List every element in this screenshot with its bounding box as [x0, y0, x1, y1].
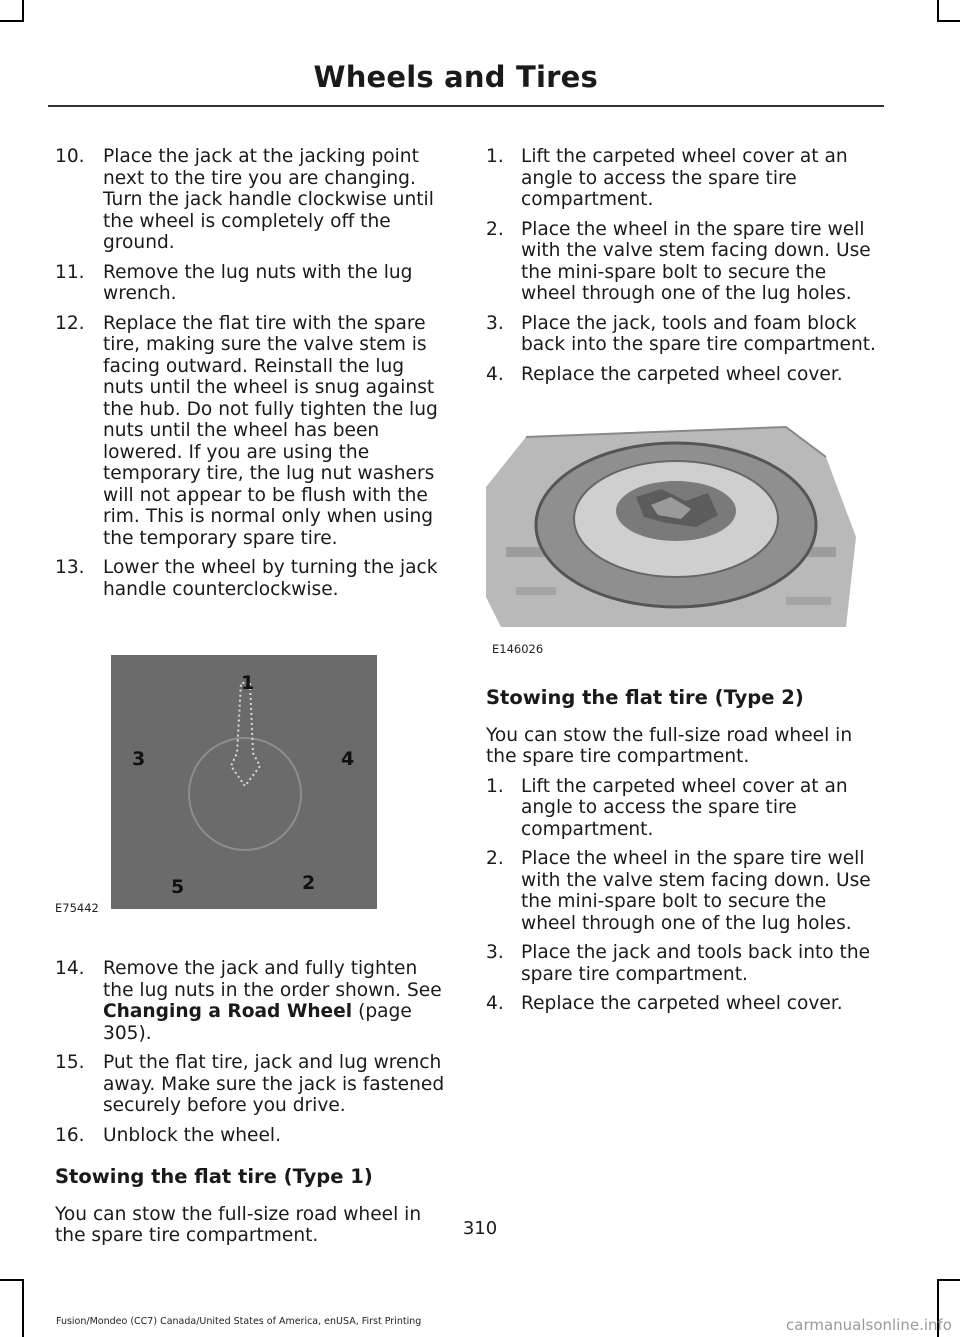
crop-mark — [937, 20, 960, 22]
item-number: 2. — [486, 848, 504, 869]
list-item — [55, 557, 450, 600]
lug-nut-sequence-diagram — [55, 618, 450, 938]
right-column — [486, 146, 881, 1023]
spare-tire-compartment-illustration — [486, 397, 881, 647]
item-text: Unblock the wheel. — [103, 1124, 282, 1146]
item-number: 12. — [55, 312, 85, 334]
crop-mark — [0, 1279, 24, 1281]
item-text: Remove the jack and fully tighten the lug nuts in the order shown. See — [103, 958, 442, 1001]
item-number: 2. — [486, 218, 504, 240]
item-number: 10. — [55, 146, 85, 167]
page-title: Wheels and Tires — [313, 60, 598, 94]
item-number: 1. — [486, 775, 504, 797]
list-item — [55, 313, 450, 550]
item-number: 4. — [486, 993, 504, 1014]
item-text: Remove the lug nuts with the lug wrench. — [103, 261, 413, 304]
list-item — [55, 1052, 450, 1117]
footer-text: Fusion/Mondeo (CC7) Canada/United States of America, enUSA, First Printing — [56, 1316, 422, 1327]
item-text: Place the jack, tools and foam block back into the spare tire compartment. — [521, 312, 876, 355]
list-item — [486, 146, 881, 211]
item-number: 1. — [486, 146, 504, 167]
figure-id: E146026 — [492, 642, 544, 656]
spare-tire-figure — [486, 397, 881, 667]
item-text: Place the wheel in the spare tire well with the valve stem facing down. Use the mini-spare bolt to secure the wheel through one of the lug holes. — [521, 848, 871, 934]
list-item — [486, 776, 881, 841]
left-column — [55, 146, 450, 1255]
list-item — [486, 313, 881, 356]
sequence-label-2: 2 — [302, 872, 316, 894]
item-number: 16. — [55, 1124, 85, 1146]
list-item — [486, 993, 881, 1015]
sequence-label-1: 1 — [241, 672, 255, 694]
list-item — [486, 942, 881, 985]
list-item — [55, 1125, 450, 1147]
item-number: 13. — [55, 557, 85, 578]
list-item — [55, 958, 450, 1044]
list-item — [486, 848, 881, 934]
crop-mark — [937, 0, 939, 20]
item-number: 3. — [486, 942, 504, 963]
item-text: Put the flat tire, jack and lug wrench away. Make sure the jack is fastened securely before you drive. — [103, 1052, 445, 1116]
cross-reference-link[interactable]: Changing a Road Wheel — [103, 1001, 353, 1022]
page-reference: (page 305). — [103, 1001, 412, 1044]
page-number: 310 — [462, 1218, 498, 1239]
sequence-label-3: 3 — [132, 748, 146, 770]
sequence-label-5: 5 — [171, 876, 185, 898]
crop-mark — [0, 20, 24, 22]
item-text: Replace the carpeted wheel cover. — [521, 993, 843, 1014]
item-number: 14. — [55, 958, 85, 979]
item-text: Replace the carpeted wheel cover. — [521, 363, 843, 385]
item-number: 15. — [55, 1052, 85, 1073]
sequence-label-4: 4 — [341, 748, 355, 770]
header-divider — [48, 105, 884, 107]
section-heading: Stowing the flat tire (Type 1) — [55, 1165, 373, 1188]
item-text: Replace the flat tire with the spare tire, making sure the valve stem is facing outward. Reinstall the lug nuts until the wheel is snug against the hub. Do not fully tighten the lug nuts until the wheel has been lowered. If you are using the temporary tire, the lug nut washers will not appear to be flush with the rim. This is normal only when using the temporary spare tire. — [103, 312, 438, 549]
list-item — [55, 146, 450, 254]
figure-id: E75442 — [55, 901, 99, 915]
item-text: Place the jack at the jacking point next to the tire you are changing. Turn the jack handle clockwise until the wheel is completely off the ground. — [103, 146, 434, 253]
item-text: Lift the carpeted wheel cover at an angle to access the spare tire compartment. — [521, 775, 848, 840]
item-number: 11. — [55, 261, 85, 283]
list-item — [486, 364, 881, 386]
item-number: 3. — [486, 312, 504, 334]
section-heading: Stowing the flat tire (Type 2) — [486, 686, 804, 709]
watermark-text: carmanualsonline.info — [786, 1316, 952, 1334]
crop-mark — [937, 1279, 960, 1281]
item-text: Place the jack and tools back into the spare tire compartment. — [521, 942, 871, 985]
item-text: Lift the carpeted wheel cover at an angle to access the spare tire compartment. — [521, 146, 848, 210]
crop-mark — [22, 1279, 24, 1337]
crop-mark — [22, 0, 24, 20]
item-number: 4. — [486, 363, 504, 385]
list-item — [55, 262, 450, 305]
body-paragraph: You can stow the full-size road wheel in the spare tire compartment. — [486, 724, 853, 767]
item-text: Lower the wheel by turning the jack handle counterclockwise. — [103, 557, 438, 600]
lug-nut-figure — [55, 618, 450, 958]
body-paragraph: You can stow the full-size road wheel in the spare tire compartment. — [55, 1203, 422, 1246]
item-text: Place the wheel in the spare tire well with the valve stem facing down. Use the mini-spare bolt to secure the wheel through one of the lug holes. — [521, 218, 871, 304]
list-item — [486, 219, 881, 305]
